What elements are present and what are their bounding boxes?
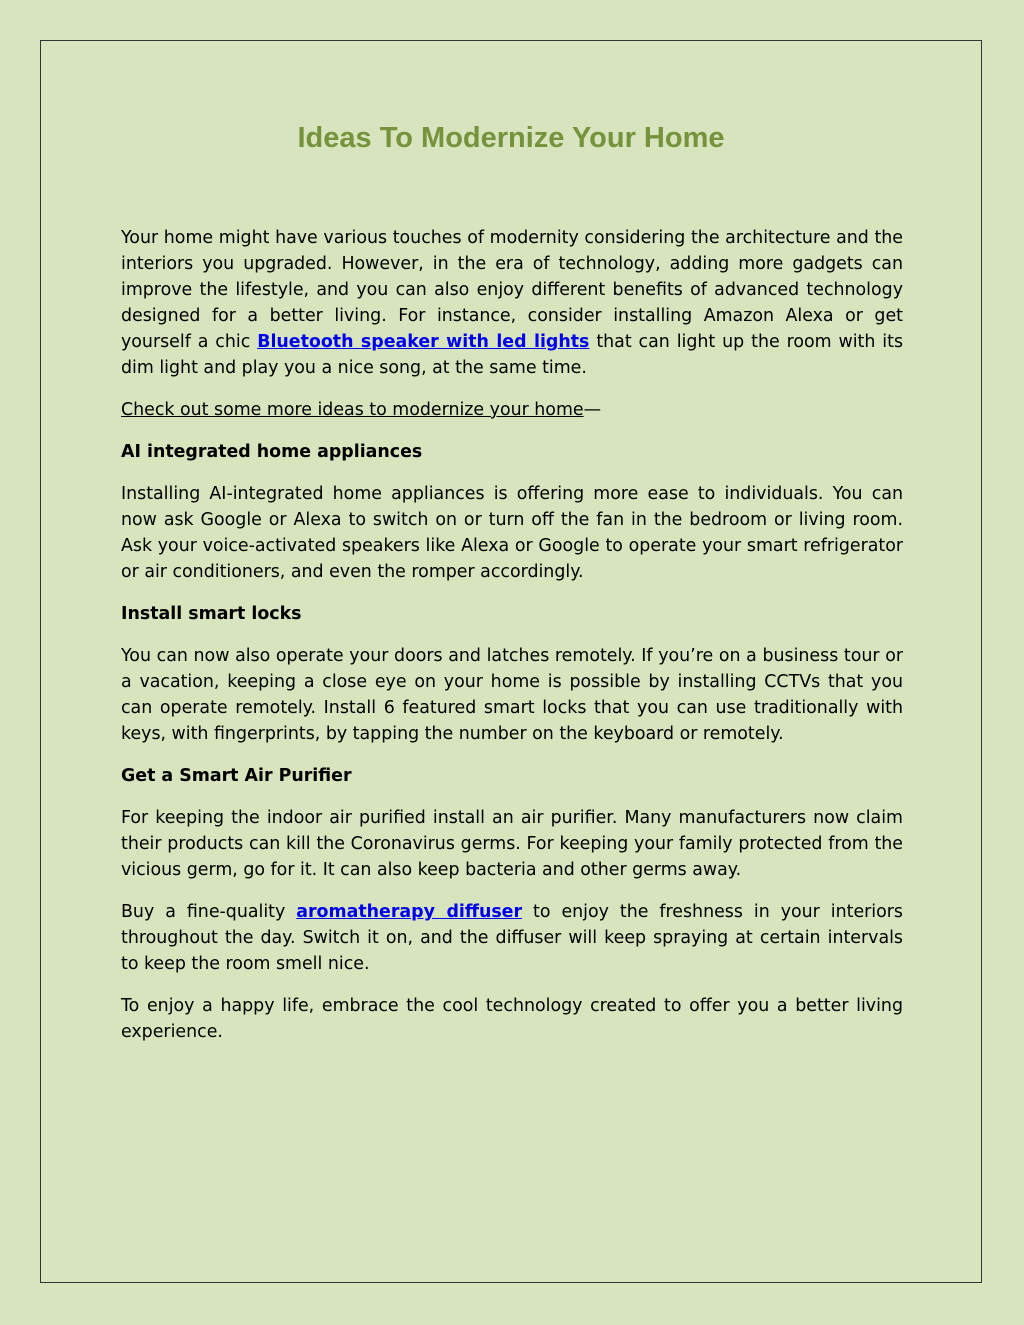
diffuser-text-after-link: to enjoy the freshness in your interiors throughout the day. Switch it on, and the diffuser will keep spraying at certain intervals to keep the room smell nice. — [121, 902, 903, 974]
intro-text-after-link: that can light up the room with its dim light and play you a nice song, at the same time. — [121, 332, 904, 378]
intro-text-before-link: Your home might have various touches of modernity considering the architecture and the interiors you upgraded. However, in the era of technology, adding more gadgets can improve the lifestyle, and you can also enjoy different benefits of advanced technology designed for a better living. For instance, consider installing Amazon Alexa or get yourself a chic — [121, 228, 903, 352]
diffuser-text-before-link: Buy a fine-quality — [121, 902, 297, 922]
diffuser-paragraph — [121, 899, 903, 977]
closing-paragraph: To enjoy a happy life, embrace the cool technology created to offer you a better living experience. — [121, 996, 903, 1042]
section-body-smart-locks: You can now also operate your doors and latches remotely. If you’re on a business tour or a vacation, keeping a close eye on your home is possible by installing CCTVs that you can operate remotely. Install 6 featured smart locks that you can use traditionally with keys, with fingerprints, by tapping the number on the keyboard or remotely. — [121, 646, 903, 744]
more-ideas-paragraph — [121, 397, 903, 423]
page-title: Ideas To Modernize Your Home — [297, 122, 725, 154]
section-body-ai-appliances: Installing AI-integrated home appliances is offering more ease to individuals. You can now ask Google or Alexa to switch on or turn off the fan in the bedroom or living room. Ask your voice-activated speakers like Alexa or Google to operate your smart refrigerator or air conditioners, and even the romper accordingly. — [121, 484, 903, 582]
more-ideas-dash: — — [583, 400, 601, 420]
section-heading-smart-locks: Install smart locks — [121, 604, 302, 624]
aromatherapy-diffuser-link[interactable]: aromatherapy diffuser — [296, 902, 523, 922]
more-ideas-link[interactable]: Check out some more ideas to modernize your home — [121, 400, 584, 420]
intro-paragraph — [121, 225, 903, 381]
bluetooth-speaker-link[interactable]: Bluetooth speaker with led lights — [257, 332, 590, 352]
section-heading-ai-appliances: AI integrated home appliances — [121, 442, 423, 462]
section-heading-air-purifier: Get a Smart Air Purifier — [121, 766, 352, 786]
section-body-air-purifier: For keeping the indoor air purified install an air purifier. Many manufacturers now claim their products can kill the Coronavirus germs. For keeping your family protected from the vicious germ, go for it. It can also keep bacteria and other germs away. — [121, 808, 903, 880]
article-body — [121, 225, 903, 1061]
